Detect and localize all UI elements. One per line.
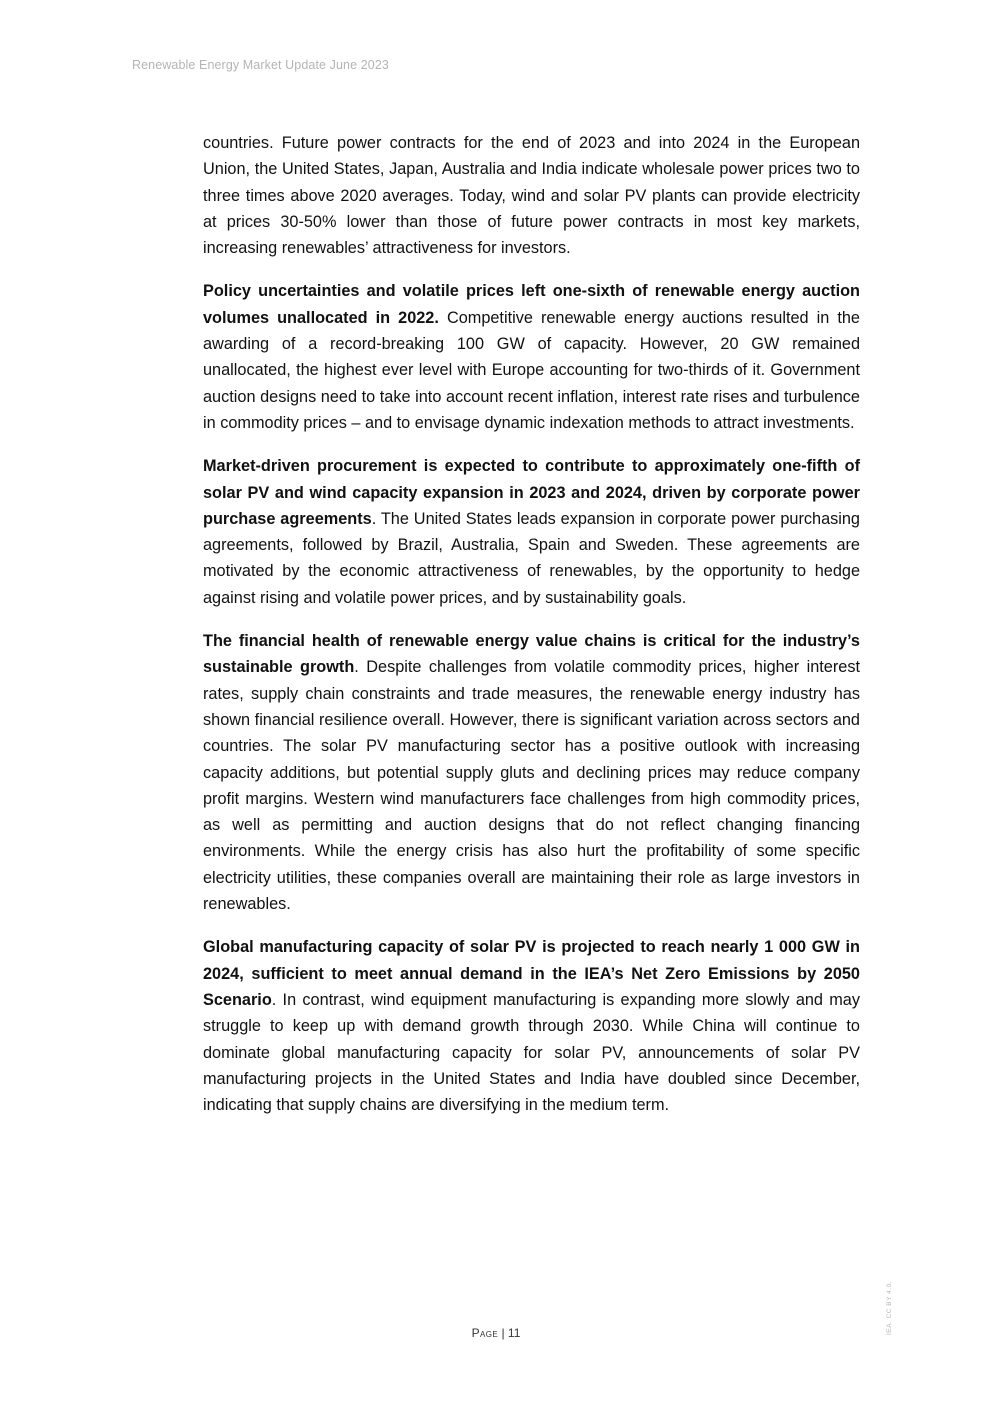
paragraph-4 (203, 628, 860, 917)
paragraph-1-body: countries. Future power contracts for the end of 2023 and into 2024 in the European Union, the United States, Japan, Australia and India indicate wholesale power prices two to three times above 2020 averages. Today, wind and solar PV plants can provide electricity at prices 30-50% lower than those of future power contracts in most key markets, increasing renewables’ attractiveness for investors. (203, 134, 860, 258)
paragraph-4-body: . Despite challenges from volatile commodity prices, higher interest rates, supply chain constraints and trade measures, the renewable energy industry has shown financial resilience overall. However, there is significant variation across sectors and countries. The solar PV manufacturing sector has a positive outlook with increasing capacity additions, but potential supply gluts and declining prices may reduce company profit margins. Western wind manufacturers face challenges from high commodity prices, as well as permitting and auction designs that do not reflect changing financing environments. While the energy crisis has also hurt the profitability of some specific electricity utilities, these companies overall are maintaining their role as large investors in renewables. (203, 658, 860, 914)
paragraph-2-lead: Policy uncertainties and volatile prices left one-sixth of renewable energy auction volumes unallocated in 2022. (203, 282, 860, 327)
page-number: 11 (507, 1326, 521, 1340)
page-label: Page (471, 1326, 499, 1340)
running-header-title: Renewable Energy Market Update June 2023 (132, 58, 389, 72)
paragraph-5-lead: Global manufacturing capacity of solar PV is projected to reach nearly 1 000 GW in 2024, sufficient to meet annual demand in the IEA’s Net Zero Emissions by 2050 Scenario (203, 938, 860, 1009)
paragraph-4-lead: The financial health of renewable energy value chains is critical for the industry’s sustainable growth (203, 632, 860, 677)
paragraph-5 (203, 934, 860, 1118)
paragraph-2-body: Competitive renewable energy auctions resulted in the awarding of a record-breaking 100 GW of capacity. However, 20 GW remained unallocated, the highest ever level with Europe accounting for two-thirds of it. Government auction designs need to take into account recent inflation, interest rate rises and turbulence in commodity prices – and to envisage dynamic indexation methods to attract investments. (203, 308, 860, 432)
paragraph-3-lead: Market-driven procurement is expected to contribute to approximately one-fifth of solar PV and wind capacity expansion in 2023 and 2024, driven by corporate power purchase agreements (203, 457, 860, 528)
page-separator: | (498, 1326, 508, 1340)
paragraph-1 (203, 130, 860, 261)
license-notice: IEA. CC BY 4.0. (886, 1281, 893, 1335)
document-body (203, 130, 860, 1135)
paragraph-2 (203, 278, 860, 436)
paragraph-3-body: . The United States leads expansion in corporate power purchasing agreements, followed by Brazil, Australia, Spain and Sweden. These agreements are motivated by the economic attractiveness of renewables, by the opportunity to hedge against rising and volatile power prices, and by sustainability goals. (203, 509, 860, 607)
page-footer (0, 1326, 992, 1340)
paragraph-5-body: . In contrast, wind equipment manufacturing is expanding more slowly and may struggle to keep up with demand growth through 2030. While China will continue to dominate global manufacturing capacity for solar PV, announcements of solar PV manufacturing projects in the United States and India have doubled since December, indicating that supply chains are diversifying in the medium term. (203, 990, 860, 1115)
paragraph-3 (203, 453, 860, 611)
